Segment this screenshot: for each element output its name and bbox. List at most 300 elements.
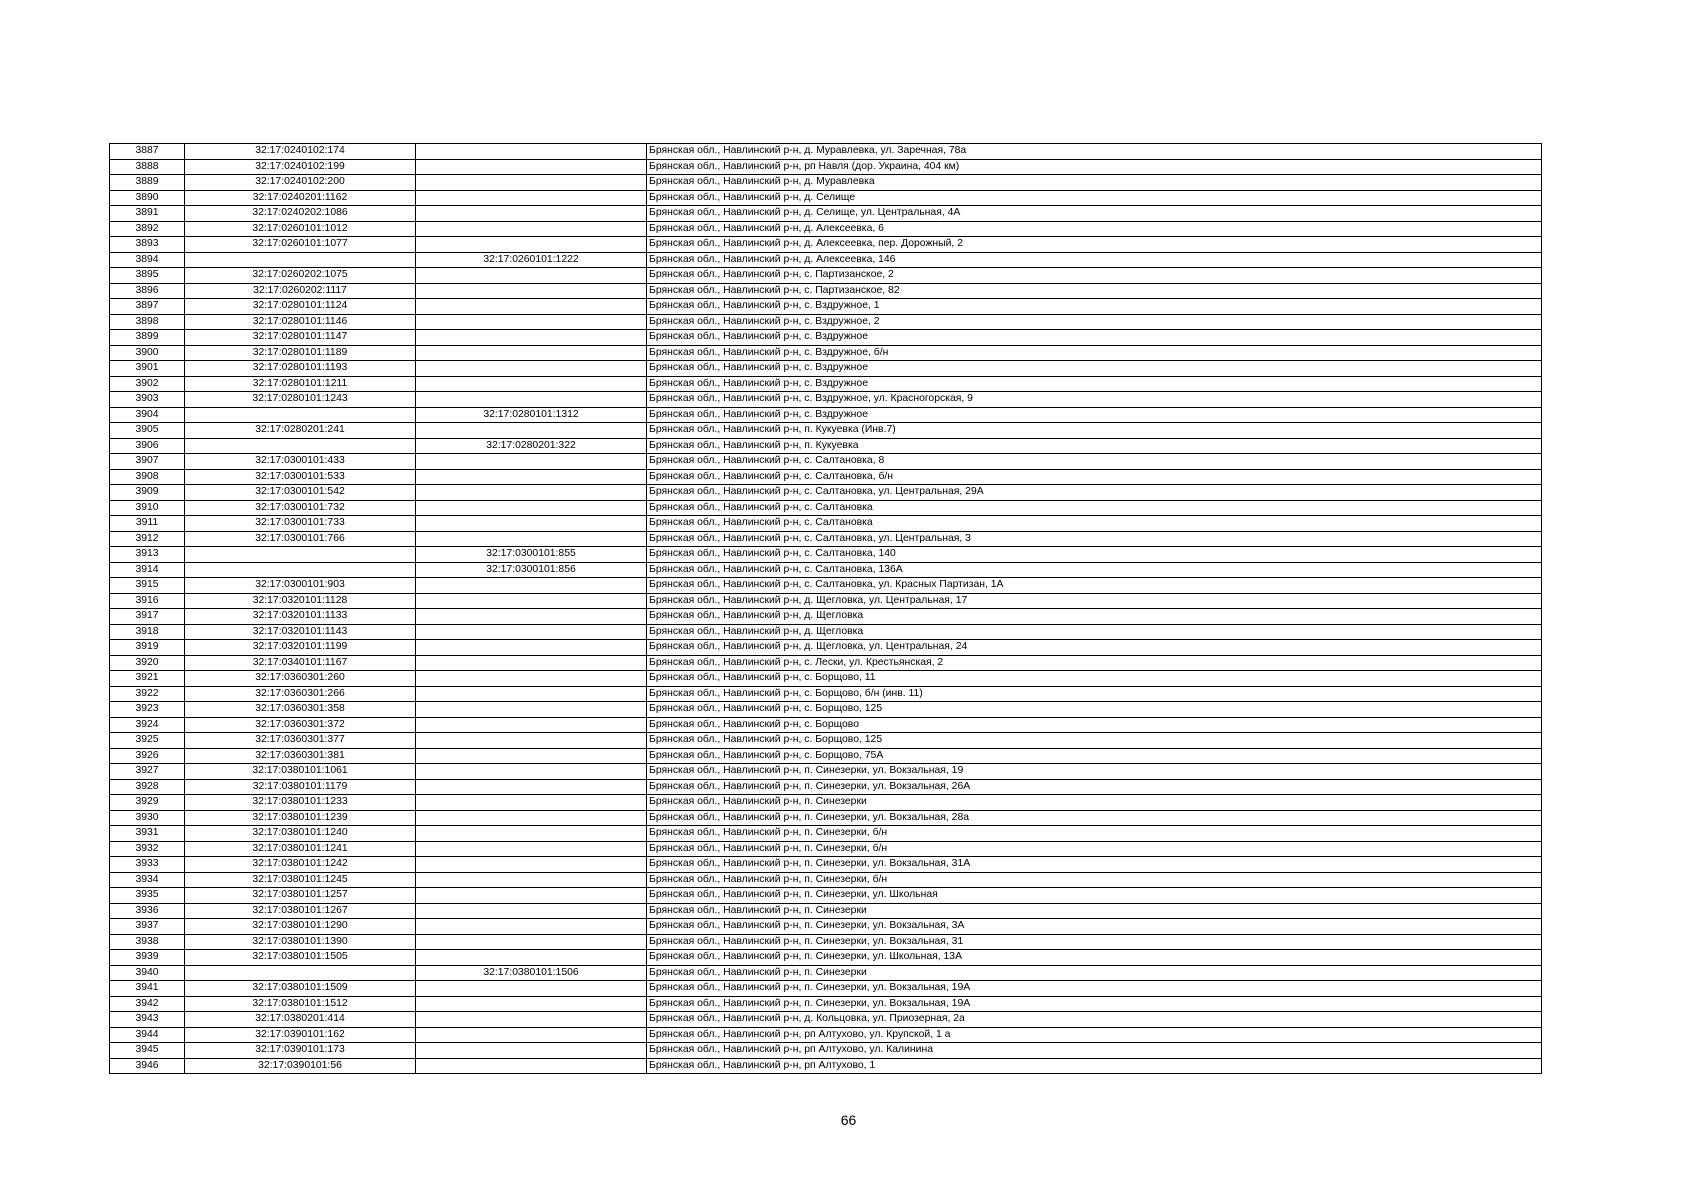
cadastral-number-cell: 32:17:0390101:173 bbox=[185, 1043, 416, 1059]
cadastral-number-cell: 32:17:0280101:1147 bbox=[185, 330, 416, 346]
cadastral-number-cell: 32:17:0380101:1242 bbox=[185, 857, 416, 873]
address-cell: Брянская обл., Навлинский р-н, д. Щегловка, ул. Центральная, 24 bbox=[647, 640, 1542, 656]
cadastral-number-cell bbox=[185, 407, 416, 423]
row-number-cell: 3915 bbox=[110, 578, 185, 594]
address-cell: Брянская обл., Навлинский р-н, п. Синезерки, ул. Вокзальная, 19А bbox=[647, 996, 1542, 1012]
cadastral-number-cell: 32:17:0300101:542 bbox=[185, 485, 416, 501]
cadastral-number-cell: 32:17:0300101:732 bbox=[185, 500, 416, 516]
table-row bbox=[110, 454, 1542, 470]
cadastral-number-cell: 32:17:0390101:56 bbox=[185, 1058, 416, 1074]
cadastral-number-alt-cell bbox=[416, 857, 647, 873]
row-number-cell: 3902 bbox=[110, 376, 185, 392]
table-row bbox=[110, 671, 1542, 687]
address-cell: Брянская обл., Навлинский р-н, п. Синезерки, ул. Вокзальная, 31А bbox=[647, 857, 1542, 873]
table-row bbox=[110, 857, 1542, 873]
cadastral-number-alt-cell bbox=[416, 841, 647, 857]
address-cell: Брянская обл., Навлинский р-н, с. Борщово, 11 bbox=[647, 671, 1542, 687]
cadastral-number-alt-cell bbox=[416, 810, 647, 826]
address-cell: Брянская обл., Навлинский р-н, с. Борщово bbox=[647, 717, 1542, 733]
row-number-cell: 3925 bbox=[110, 733, 185, 749]
cadastral-number-cell: 32:17:0320101:1133 bbox=[185, 609, 416, 625]
cadastral-number-alt-cell bbox=[416, 330, 647, 346]
page-number: 66 bbox=[840, 1112, 857, 1128]
cadastral-number-alt-cell bbox=[416, 314, 647, 330]
cadastral-number-cell: 32:17:0380101:1233 bbox=[185, 795, 416, 811]
table-row bbox=[110, 175, 1542, 191]
cadastral-number-cell: 32:17:0280101:1211 bbox=[185, 376, 416, 392]
cadastral-number-alt-cell: 32:17:0260101:1222 bbox=[416, 252, 647, 268]
address-cell: Брянская обл., Навлинский р-н, д. Щегловка bbox=[647, 609, 1542, 625]
address-cell: Брянская обл., Навлинский р-н, с. Борщово, б/н (инв. 11) bbox=[647, 686, 1542, 702]
address-cell: Брянская обл., Навлинский р-н, с. Салтановка, ул. Центральная, 3 bbox=[647, 531, 1542, 547]
cadastral-number-cell: 32:17:0380101:1239 bbox=[185, 810, 416, 826]
cadastral-number-alt-cell bbox=[416, 919, 647, 935]
cadastral-number-cell: 32:17:0320101:1199 bbox=[185, 640, 416, 656]
cadastral-number-alt-cell bbox=[416, 903, 647, 919]
cadastral-number-alt-cell bbox=[416, 624, 647, 640]
cadastral-number-cell: 32:17:0280101:1189 bbox=[185, 345, 416, 361]
table-row bbox=[110, 826, 1542, 842]
cadastral-number-alt-cell: 32:17:0300101:856 bbox=[416, 562, 647, 578]
address-cell: Брянская обл., Навлинский р-н, д. Муравлевка, ул. Заречная, 78а bbox=[647, 144, 1542, 160]
address-cell: Брянская обл., Навлинский р-н, с. Вздружное, 1 bbox=[647, 299, 1542, 315]
cadastral-number-alt-cell bbox=[416, 981, 647, 997]
cadastral-number-alt-cell bbox=[416, 996, 647, 1012]
table-row bbox=[110, 1058, 1542, 1074]
row-number-cell: 3946 bbox=[110, 1058, 185, 1074]
address-cell: Брянская обл., Навлинский р-н, п. Синезерки, ул. Школьная, 13А bbox=[647, 950, 1542, 966]
cadastral-number-alt-cell bbox=[416, 1058, 647, 1074]
cadastral-number-cell: 32:17:0380101:1241 bbox=[185, 841, 416, 857]
cadastral-number-alt-cell bbox=[416, 640, 647, 656]
row-number-cell: 3901 bbox=[110, 361, 185, 377]
row-number-cell: 3905 bbox=[110, 423, 185, 439]
row-number-cell: 3940 bbox=[110, 965, 185, 981]
address-cell: Брянская обл., Навлинский р-н, д. Щегловка, ул. Центральная, 17 bbox=[647, 593, 1542, 609]
cadastral-number-alt-cell bbox=[416, 283, 647, 299]
table-row bbox=[110, 872, 1542, 888]
cadastral-number-alt-cell bbox=[416, 733, 647, 749]
address-cell: Брянская обл., Навлинский р-н, д. Селище bbox=[647, 190, 1542, 206]
table-row bbox=[110, 206, 1542, 222]
table-row bbox=[110, 640, 1542, 656]
row-number-cell: 3936 bbox=[110, 903, 185, 919]
cadastral-number-cell: 32:17:0380101:1245 bbox=[185, 872, 416, 888]
address-cell: Брянская обл., Навлинский р-н, с. Борщово, 125 bbox=[647, 702, 1542, 718]
table-row bbox=[110, 547, 1542, 563]
cadastral-number-cell: 32:17:0360301:372 bbox=[185, 717, 416, 733]
cadastral-number-cell: 32:17:0340101:1167 bbox=[185, 655, 416, 671]
cadastral-number-alt-cell bbox=[416, 500, 647, 516]
address-cell: Брянская обл., Навлинский р-н, с. Вздружное bbox=[647, 407, 1542, 423]
row-number-cell: 3933 bbox=[110, 857, 185, 873]
cadastral-number-cell: 32:17:0380101:1257 bbox=[185, 888, 416, 904]
cadastral-number-alt-cell bbox=[416, 206, 647, 222]
address-cell: Брянская обл., Навлинский р-н, п. Синезерки, б/н bbox=[647, 841, 1542, 857]
table-row bbox=[110, 593, 1542, 609]
table-row bbox=[110, 562, 1542, 578]
row-number-cell: 3903 bbox=[110, 392, 185, 408]
table-row bbox=[110, 531, 1542, 547]
row-number-cell: 3907 bbox=[110, 454, 185, 470]
row-number-cell: 3930 bbox=[110, 810, 185, 826]
row-number-cell: 3927 bbox=[110, 764, 185, 780]
address-cell: Брянская обл., Навлинский р-н, п. Синезерки, ул. Вокзальная, 31 bbox=[647, 934, 1542, 950]
cadastral-number-alt-cell bbox=[416, 872, 647, 888]
table-row bbox=[110, 702, 1542, 718]
cadastral-number-cell: 32:17:0280101:1146 bbox=[185, 314, 416, 330]
row-number-cell: 3923 bbox=[110, 702, 185, 718]
cadastral-number-cell: 32:17:0360301:377 bbox=[185, 733, 416, 749]
row-number-cell: 3939 bbox=[110, 950, 185, 966]
row-number-cell: 3945 bbox=[110, 1043, 185, 1059]
cadastral-number-cell: 32:17:0380101:1509 bbox=[185, 981, 416, 997]
cadastral-number-alt-cell: 32:17:0300101:855 bbox=[416, 547, 647, 563]
cadastral-number-alt-cell bbox=[416, 593, 647, 609]
row-number-cell: 3887 bbox=[110, 144, 185, 160]
registry-table-body bbox=[110, 144, 1542, 1074]
row-number-cell: 3914 bbox=[110, 562, 185, 578]
row-number-cell: 3889 bbox=[110, 175, 185, 191]
cadastral-number-alt-cell bbox=[416, 376, 647, 392]
table-row bbox=[110, 903, 1542, 919]
cadastral-number-cell: 32:17:0320101:1128 bbox=[185, 593, 416, 609]
row-number-cell: 3888 bbox=[110, 159, 185, 175]
row-number-cell: 3918 bbox=[110, 624, 185, 640]
address-cell: Брянская обл., Навлинский р-н, п. Синезерки bbox=[647, 965, 1542, 981]
cadastral-number-alt-cell bbox=[416, 159, 647, 175]
cadastral-number-alt-cell bbox=[416, 454, 647, 470]
cadastral-number-cell bbox=[185, 252, 416, 268]
cadastral-number-alt-cell bbox=[416, 361, 647, 377]
row-number-cell: 3909 bbox=[110, 485, 185, 501]
cadastral-number-alt-cell bbox=[416, 748, 647, 764]
table-row bbox=[110, 361, 1542, 377]
address-cell: Брянская обл., Навлинский р-н, с. Борщово, 75А bbox=[647, 748, 1542, 764]
cadastral-number-alt-cell bbox=[416, 888, 647, 904]
row-number-cell: 3928 bbox=[110, 779, 185, 795]
cadastral-number-alt-cell bbox=[416, 392, 647, 408]
cadastral-number-cell: 32:17:0280101:1193 bbox=[185, 361, 416, 377]
row-number-cell: 3941 bbox=[110, 981, 185, 997]
cadastral-number-cell: 32:17:0260101:1012 bbox=[185, 221, 416, 237]
cadastral-number-alt-cell bbox=[416, 1012, 647, 1028]
row-number-cell: 3937 bbox=[110, 919, 185, 935]
address-cell: Брянская обл., Навлинский р-н, п. Синезерки, ул. Вокзальная, 28а bbox=[647, 810, 1542, 826]
cadastral-number-cell: 32:17:0280201:241 bbox=[185, 423, 416, 439]
row-number-cell: 3904 bbox=[110, 407, 185, 423]
cadastral-number-alt-cell bbox=[416, 779, 647, 795]
cadastral-number-alt-cell bbox=[416, 826, 647, 842]
cadastral-number-cell: 32:17:0380101:1290 bbox=[185, 919, 416, 935]
cadastral-number-alt-cell: 32:17:0280101:1312 bbox=[416, 407, 647, 423]
table-row bbox=[110, 686, 1542, 702]
row-number-cell: 3911 bbox=[110, 516, 185, 532]
table-row bbox=[110, 841, 1542, 857]
row-number-cell: 3938 bbox=[110, 934, 185, 950]
table-row bbox=[110, 330, 1542, 346]
table-row bbox=[110, 1027, 1542, 1043]
row-number-cell: 3921 bbox=[110, 671, 185, 687]
table-row bbox=[110, 764, 1542, 780]
table-row bbox=[110, 578, 1542, 594]
cadastral-number-cell: 32:17:0300101:433 bbox=[185, 454, 416, 470]
address-cell: Брянская обл., Навлинский р-н, п. Синезерки, ул. Вокзальная, 19А bbox=[647, 981, 1542, 997]
cadastral-number-cell: 32:17:0380101:1179 bbox=[185, 779, 416, 795]
row-number-cell: 3895 bbox=[110, 268, 185, 284]
cadastral-number-alt-cell bbox=[416, 423, 647, 439]
row-number-cell: 3935 bbox=[110, 888, 185, 904]
table-row bbox=[110, 779, 1542, 795]
address-cell: Брянская обл., Навлинский р-н, рп Алтухово, ул. Крупской, 1 а bbox=[647, 1027, 1542, 1043]
cadastral-number-alt-cell bbox=[416, 345, 647, 361]
row-number-cell: 3917 bbox=[110, 609, 185, 625]
table-row bbox=[110, 314, 1542, 330]
address-cell: Брянская обл., Навлинский р-н, с. Салтановка, ул. Центральная, 29А bbox=[647, 485, 1542, 501]
cadastral-number-alt-cell bbox=[416, 175, 647, 191]
address-cell: Брянская обл., Навлинский р-н, д. Алексеевка, пер. Дорожный, 2 bbox=[647, 237, 1542, 253]
row-number-cell: 3931 bbox=[110, 826, 185, 842]
table-row bbox=[110, 624, 1542, 640]
cadastral-number-cell bbox=[185, 547, 416, 563]
cadastral-number-cell: 32:17:0360301:266 bbox=[185, 686, 416, 702]
address-cell: Брянская обл., Навлинский р-н, п. Кукуевка bbox=[647, 438, 1542, 454]
cadastral-number-alt-cell bbox=[416, 190, 647, 206]
cadastral-number-alt-cell bbox=[416, 795, 647, 811]
cadastral-number-alt-cell bbox=[416, 485, 647, 501]
address-cell: Брянская обл., Навлинский р-н, с. Партизанское, 82 bbox=[647, 283, 1542, 299]
cadastral-number-alt-cell bbox=[416, 717, 647, 733]
cadastral-number-cell: 32:17:0380101:1240 bbox=[185, 826, 416, 842]
address-cell: Брянская обл., Навлинский р-н, п. Синезерки, ул. Вокзальная, 19 bbox=[647, 764, 1542, 780]
table-row bbox=[110, 376, 1542, 392]
address-cell: Брянская обл., Навлинский р-н, с. Вздружное bbox=[647, 330, 1542, 346]
cadastral-number-cell: 32:17:0380101:1505 bbox=[185, 950, 416, 966]
address-cell: Брянская обл., Навлинский р-н, п. Синезерки, б/н bbox=[647, 872, 1542, 888]
cadastral-number-cell: 32:17:0380201:414 bbox=[185, 1012, 416, 1028]
address-cell: Брянская обл., Навлинский р-н, с. Салтановка bbox=[647, 500, 1542, 516]
address-cell: Брянская обл., Навлинский р-н, с. Партизанское, 2 bbox=[647, 268, 1542, 284]
cadastral-number-alt-cell bbox=[416, 469, 647, 485]
cadastral-number-cell: 32:17:0300101:766 bbox=[185, 531, 416, 547]
address-cell: Брянская обл., Навлинский р-н, с. Вздружное, б/н bbox=[647, 345, 1542, 361]
row-number-cell: 3926 bbox=[110, 748, 185, 764]
row-number-cell: 3932 bbox=[110, 841, 185, 857]
table-row bbox=[110, 996, 1542, 1012]
cadastral-number-alt-cell bbox=[416, 237, 647, 253]
address-cell: Брянская обл., Навлинский р-н, рп Алтухово, ул. Калинина bbox=[647, 1043, 1542, 1059]
address-cell: Брянская обл., Навлинский р-н, с. Салтановка, ул. Красных Партизан, 1А bbox=[647, 578, 1542, 594]
table-row bbox=[110, 888, 1542, 904]
table-row bbox=[110, 485, 1542, 501]
cadastral-number-alt-cell bbox=[416, 578, 647, 594]
table-row bbox=[110, 717, 1542, 733]
cadastral-number-cell: 32:17:0300101:733 bbox=[185, 516, 416, 532]
row-number-cell: 3908 bbox=[110, 469, 185, 485]
row-number-cell: 3893 bbox=[110, 237, 185, 253]
row-number-cell: 3919 bbox=[110, 640, 185, 656]
table-row bbox=[110, 965, 1542, 981]
address-cell: Брянская обл., Навлинский р-н, п. Синезерки, б/н bbox=[647, 826, 1542, 842]
table-row bbox=[110, 438, 1542, 454]
address-cell: Брянская обл., Навлинский р-н, с. Вздружное, 2 bbox=[647, 314, 1542, 330]
table-row bbox=[110, 221, 1542, 237]
property-registry-table bbox=[109, 143, 1542, 1074]
row-number-cell: 3897 bbox=[110, 299, 185, 315]
row-number-cell: 3896 bbox=[110, 283, 185, 299]
cadastral-number-cell: 32:17:0260202:1117 bbox=[185, 283, 416, 299]
address-cell: Брянская обл., Навлинский р-н, с. Лески, ул. Крестьянская, 2 bbox=[647, 655, 1542, 671]
table-row bbox=[110, 252, 1542, 268]
cadastral-number-cell: 32:17:0240201:1162 bbox=[185, 190, 416, 206]
address-cell: Брянская обл., Навлинский р-н, п. Синезерки, ул. Вокзальная, 26А bbox=[647, 779, 1542, 795]
row-number-cell: 3899 bbox=[110, 330, 185, 346]
cadastral-number-cell: 32:17:0360301:260 bbox=[185, 671, 416, 687]
table-row bbox=[110, 733, 1542, 749]
table-row bbox=[110, 345, 1542, 361]
row-number-cell: 3892 bbox=[110, 221, 185, 237]
address-cell: Брянская обл., Навлинский р-н, д. Щегловка bbox=[647, 624, 1542, 640]
cadastral-number-cell: 32:17:0380101:1267 bbox=[185, 903, 416, 919]
address-cell: Брянская обл., Навлинский р-н, с. Салтановка, 136А bbox=[647, 562, 1542, 578]
table-row bbox=[110, 1043, 1542, 1059]
row-number-cell: 3898 bbox=[110, 314, 185, 330]
row-number-cell: 3934 bbox=[110, 872, 185, 888]
row-number-cell: 3943 bbox=[110, 1012, 185, 1028]
table-row bbox=[110, 795, 1542, 811]
cadastral-number-cell: 32:17:0280101:1124 bbox=[185, 299, 416, 315]
table-row bbox=[110, 655, 1542, 671]
cadastral-number-cell: 32:17:0240202:1086 bbox=[185, 206, 416, 222]
cadastral-number-cell: 32:17:0240102:174 bbox=[185, 144, 416, 160]
cadastral-number-cell bbox=[185, 965, 416, 981]
cadastral-number-cell: 32:17:0260202:1075 bbox=[185, 268, 416, 284]
row-number-cell: 3922 bbox=[110, 686, 185, 702]
table-row bbox=[110, 159, 1542, 175]
cadastral-number-alt-cell bbox=[416, 950, 647, 966]
cadastral-number-cell: 32:17:0360301:381 bbox=[185, 748, 416, 764]
row-number-cell: 3944 bbox=[110, 1027, 185, 1043]
cadastral-number-cell: 32:17:0380101:1390 bbox=[185, 934, 416, 950]
cadastral-number-alt-cell bbox=[416, 1043, 647, 1059]
cadastral-number-alt-cell bbox=[416, 299, 647, 315]
cadastral-number-cell: 32:17:0390101:162 bbox=[185, 1027, 416, 1043]
address-cell: Брянская обл., Навлинский р-н, п. Синезерки, ул. Вокзальная, 3А bbox=[647, 919, 1542, 935]
table-row bbox=[110, 469, 1542, 485]
address-cell: Брянская обл., Навлинский р-н, с. Салтановка bbox=[647, 516, 1542, 532]
table-row bbox=[110, 237, 1542, 253]
cadastral-number-alt-cell: 32:17:0280201:322 bbox=[416, 438, 647, 454]
row-number-cell: 3913 bbox=[110, 547, 185, 563]
table-row bbox=[110, 144, 1542, 160]
cadastral-number-cell: 32:17:0300101:533 bbox=[185, 469, 416, 485]
cadastral-number-cell bbox=[185, 438, 416, 454]
address-cell: Брянская обл., Навлинский р-н, д. Муравлевка bbox=[647, 175, 1542, 191]
cadastral-number-alt-cell bbox=[416, 764, 647, 780]
table-row bbox=[110, 268, 1542, 284]
table-row bbox=[110, 1012, 1542, 1028]
cadastral-number-cell: 32:17:0240102:200 bbox=[185, 175, 416, 191]
table-row bbox=[110, 981, 1542, 997]
table-row bbox=[110, 392, 1542, 408]
table-row bbox=[110, 950, 1542, 966]
address-cell: Брянская обл., Навлинский р-н, п. Синезерки bbox=[647, 795, 1542, 811]
address-cell: Брянская обл., Навлинский р-н, с. Вздружное bbox=[647, 361, 1542, 377]
cadastral-number-cell: 32:17:0300101:903 bbox=[185, 578, 416, 594]
address-cell: Брянская обл., Навлинский р-н, рп Алтухово, 1 bbox=[647, 1058, 1542, 1074]
row-number-cell: 3924 bbox=[110, 717, 185, 733]
address-cell: Брянская обл., Навлинский р-н, с. Салтановка, 140 bbox=[647, 547, 1542, 563]
row-number-cell: 3942 bbox=[110, 996, 185, 1012]
cadastral-number-alt-cell bbox=[416, 144, 647, 160]
cadastral-number-alt-cell bbox=[416, 268, 647, 284]
row-number-cell: 3910 bbox=[110, 500, 185, 516]
cadastral-number-alt-cell bbox=[416, 516, 647, 532]
cadastral-number-cell: 32:17:0260101:1077 bbox=[185, 237, 416, 253]
table-row bbox=[110, 407, 1542, 423]
cadastral-number-cell: 32:17:0360301:358 bbox=[185, 702, 416, 718]
address-cell: Брянская обл., Навлинский р-н, п. Синезерки bbox=[647, 903, 1542, 919]
cadastral-number-alt-cell bbox=[416, 702, 647, 718]
table-row bbox=[110, 190, 1542, 206]
cadastral-number-alt-cell bbox=[416, 531, 647, 547]
row-number-cell: 3890 bbox=[110, 190, 185, 206]
address-cell: Брянская обл., Навлинский р-н, с. Вздружное, ул. Красногорская, 9 bbox=[647, 392, 1542, 408]
row-number-cell: 3906 bbox=[110, 438, 185, 454]
cadastral-number-cell: 32:17:0380101:1061 bbox=[185, 764, 416, 780]
row-number-cell: 3912 bbox=[110, 531, 185, 547]
cadastral-number-alt-cell bbox=[416, 655, 647, 671]
table-row bbox=[110, 609, 1542, 625]
row-number-cell: 3920 bbox=[110, 655, 185, 671]
table-row bbox=[110, 748, 1542, 764]
table-row bbox=[110, 810, 1542, 826]
table-row bbox=[110, 919, 1542, 935]
row-number-cell: 3929 bbox=[110, 795, 185, 811]
cadastral-number-alt-cell: 32:17:0380101:1506 bbox=[416, 965, 647, 981]
row-number-cell: 3894 bbox=[110, 252, 185, 268]
row-number-cell: 3916 bbox=[110, 593, 185, 609]
address-cell: Брянская обл., Навлинский р-н, д. Алексеевка, 146 bbox=[647, 252, 1542, 268]
address-cell: Брянская обл., Навлинский р-н, рп Навля (дор. Украина, 404 км) bbox=[647, 159, 1542, 175]
cadastral-number-alt-cell bbox=[416, 934, 647, 950]
cadastral-number-cell: 32:17:0320101:1143 bbox=[185, 624, 416, 640]
cadastral-number-alt-cell bbox=[416, 221, 647, 237]
address-cell: Брянская обл., Навлинский р-н, с. Салтановка, 8 bbox=[647, 454, 1542, 470]
row-number-cell: 3900 bbox=[110, 345, 185, 361]
address-cell: Брянская обл., Навлинский р-н, д. Алексеевка, 6 bbox=[647, 221, 1542, 237]
table-row bbox=[110, 516, 1542, 532]
table-row bbox=[110, 283, 1542, 299]
address-cell: Брянская обл., Навлинский р-н, с. Салтановка, б/н bbox=[647, 469, 1542, 485]
cadastral-number-cell: 32:17:0240102:199 bbox=[185, 159, 416, 175]
address-cell: Брянская обл., Навлинский р-н, п. Синезерки, ул. Школьная bbox=[647, 888, 1542, 904]
row-number-cell: 3891 bbox=[110, 206, 185, 222]
table-row bbox=[110, 500, 1542, 516]
cadastral-number-alt-cell bbox=[416, 1027, 647, 1043]
table-row bbox=[110, 423, 1542, 439]
address-cell: Брянская обл., Навлинский р-н, с. Борщово, 125 bbox=[647, 733, 1542, 749]
table-row bbox=[110, 934, 1542, 950]
cadastral-number-cell: 32:17:0380101:1512 bbox=[185, 996, 416, 1012]
address-cell: Брянская обл., Навлинский р-н, д. Кольцовка, ул. Приозерная, 2а bbox=[647, 1012, 1542, 1028]
cadastral-number-cell: 32:17:0280101:1243 bbox=[185, 392, 416, 408]
table-row bbox=[110, 299, 1542, 315]
cadastral-number-alt-cell bbox=[416, 609, 647, 625]
cadastral-number-alt-cell bbox=[416, 671, 647, 687]
address-cell: Брянская обл., Навлинский р-н, с. Вздружное bbox=[647, 376, 1542, 392]
address-cell: Брянская обл., Навлинский р-н, п. Кукуевка (Инв.7) bbox=[647, 423, 1542, 439]
